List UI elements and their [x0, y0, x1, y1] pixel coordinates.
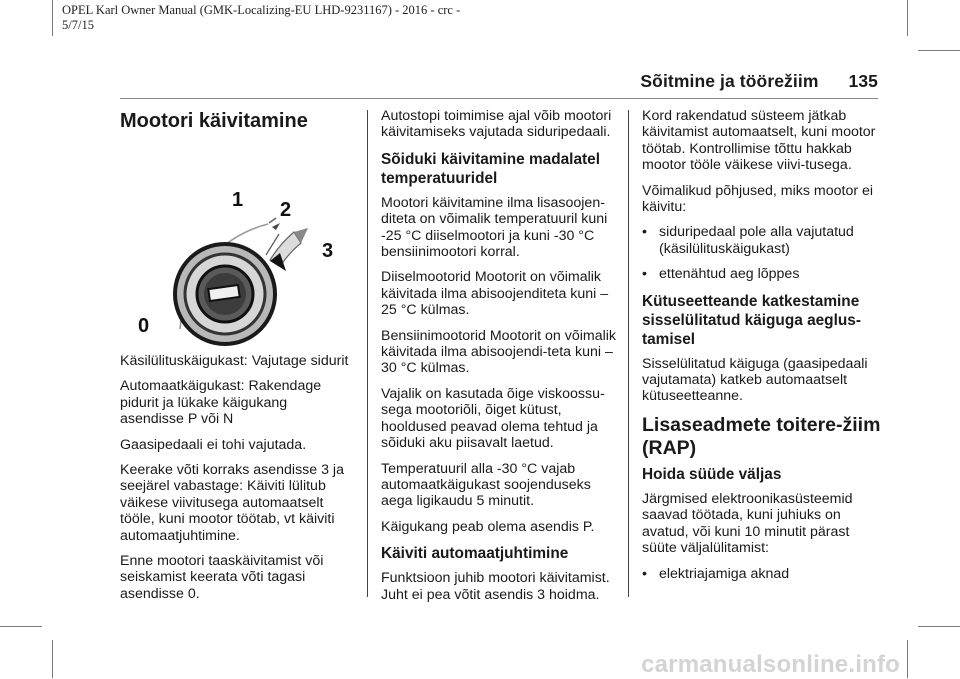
list-item: • siduripedaal pole alla vajutatud (käsilülituskäigukast): [642, 224, 882, 257]
section-heading-engine-start: Mootori käivitamine: [120, 110, 308, 132]
header-rule: [120, 98, 878, 99]
crop-mark-bottom-right: [907, 640, 908, 678]
crop-mark-left-lower: [0, 626, 42, 627]
subheading-ignition-off: Hoida süüde väljas: [642, 465, 782, 483]
subheading-fuel-cutoff: Kütuseetteande katkestamine sisselülitatud käiguga aeglus-tamisel: [642, 292, 861, 348]
print-metadata-line2: 5/7/15: [62, 18, 94, 32]
position-1-tick: [269, 218, 276, 223]
paragraph: Diiselmootorid Mootorit on võimalik käivitada ilma abisoojenditeta kuni –25 °C külmas.: [381, 269, 609, 319]
paragraph: Vajalik on kasutada õige viskoossu-sega mootoriõli, õiget kütust, hooldused peavad olema tehtud ja sõiduki aku piisavalt laetud.: [381, 385, 605, 452]
paragraph: Enne mootori taaskäivitamist või seiskamist keerata võti tagasi asendisse 0.: [120, 553, 324, 602]
subheading-low-temperature-start: Sõiduki käivitamine madalatel temperatuuridel: [381, 150, 600, 187]
paragraph: Mootori käivitamine ilma lisasoojen-diteta on võimalik temperatuuril kuni -25 °C diiselmootori ja kuni -30 °C bensiinimootori korral.: [381, 194, 608, 261]
paragraph: Kord rakendatud süsteem jätkab käivitamist automaatselt, kuni mootor töötab. Kontrollimise tõttu hakkab mootor tööle väikese viivi-tusega.: [642, 108, 876, 174]
ignition-switch-illustration: [120, 147, 355, 347]
paragraph: Käsilülituskäigukast: Vajutage sidurit: [120, 353, 349, 369]
paragraph: Funktsioon juhib mootori käivitamist. Juht ei pea võtit asendis 3 hoidma.: [381, 570, 610, 603]
crop-mark-top-left: [52, 0, 53, 36]
list-item: • elektriajamiga aknad: [642, 566, 882, 582]
figure-label-1: 1: [232, 189, 244, 211]
print-metadata-line1: OPEL Karl Owner Manual (GMK-Localizing-EU LHD-9231167) - 2016 - crc -: [62, 3, 461, 17]
paragraph: Autostopi toimimise ajal võib mootori käivitamiseks vajutada siduripedaali.: [381, 108, 612, 141]
section-heading-rap: Lisaseadmete toitere-žiim (RAP): [642, 413, 881, 459]
column-divider-2: [628, 110, 629, 597]
bullet-list: [642, 566, 882, 582]
print-metadata: [62, 3, 502, 33]
key-rotation-arrow: [272, 223, 280, 230]
figure-label-3: 3: [322, 240, 334, 262]
page-number: 135: [848, 71, 878, 91]
crop-mark-right-lower: [918, 626, 960, 627]
paragraph: Järgmised elektroonikasüsteemid saavad töötada, kuni juhiuks on avatud, või kuni 10 minutit pärast süüte väljalülitamist:: [642, 490, 853, 557]
figure-label-2: 2: [280, 199, 292, 221]
section-title: Sõitmine ja töörežiim: [640, 71, 819, 91]
paragraph: Automaatkäigukast: Rakendage pidurit ja lükake käigukang asendisse P või N: [120, 378, 322, 428]
paragraph: Võimalikud põhjused, miks mootor ei käivitu:: [642, 182, 874, 216]
figure-label-0: 0: [138, 315, 150, 337]
subheading-starter-control: Käiviti automaatjuhtimine: [381, 545, 569, 563]
paragraph: Gaasipedaali ei tohi vajutada.: [120, 436, 307, 453]
paragraph: Sisselülitatud käiguga (gaasipedaali vajutamata) katkeb automaatselt kütuseetteanne.: [642, 355, 868, 405]
paragraph: Bensiinimootorid Mootorit on võimalik käivitada ilma abisoojendi-teta kuni –30 °C külmas.: [381, 327, 616, 377]
crop-mark-bottom-left: [52, 640, 53, 678]
column-2: [381, 108, 616, 612]
column-divider-1: [367, 110, 368, 597]
crop-mark-right-upper: [918, 50, 960, 51]
paragraph: Keerake võti korraks asendisse 3 ja seejärel vabastage: Käiviti lülitub väikese viivitusega automaatselt tööle, kuni mootor töötab, vt käiviti automaatjuhtimine.: [120, 462, 344, 544]
paragraph: Käigukang peab olema asendis P.: [381, 518, 595, 535]
bullet-list: [642, 224, 882, 282]
watermark: carmanualsonline.info: [641, 651, 900, 678]
list-item: • ettenähtud aeg lõppes: [642, 266, 882, 282]
column-1: [120, 107, 355, 611]
column-3: [642, 108, 882, 591]
crop-mark-top-right: [907, 0, 908, 36]
running-header: [640, 71, 878, 92]
paragraph: Temperatuuril alla -30 °C vajab automaatkäigukast soojenduseks aega ligikaudu 5 minutit.: [381, 460, 591, 510]
ignition-switch-figure: [120, 147, 355, 347]
